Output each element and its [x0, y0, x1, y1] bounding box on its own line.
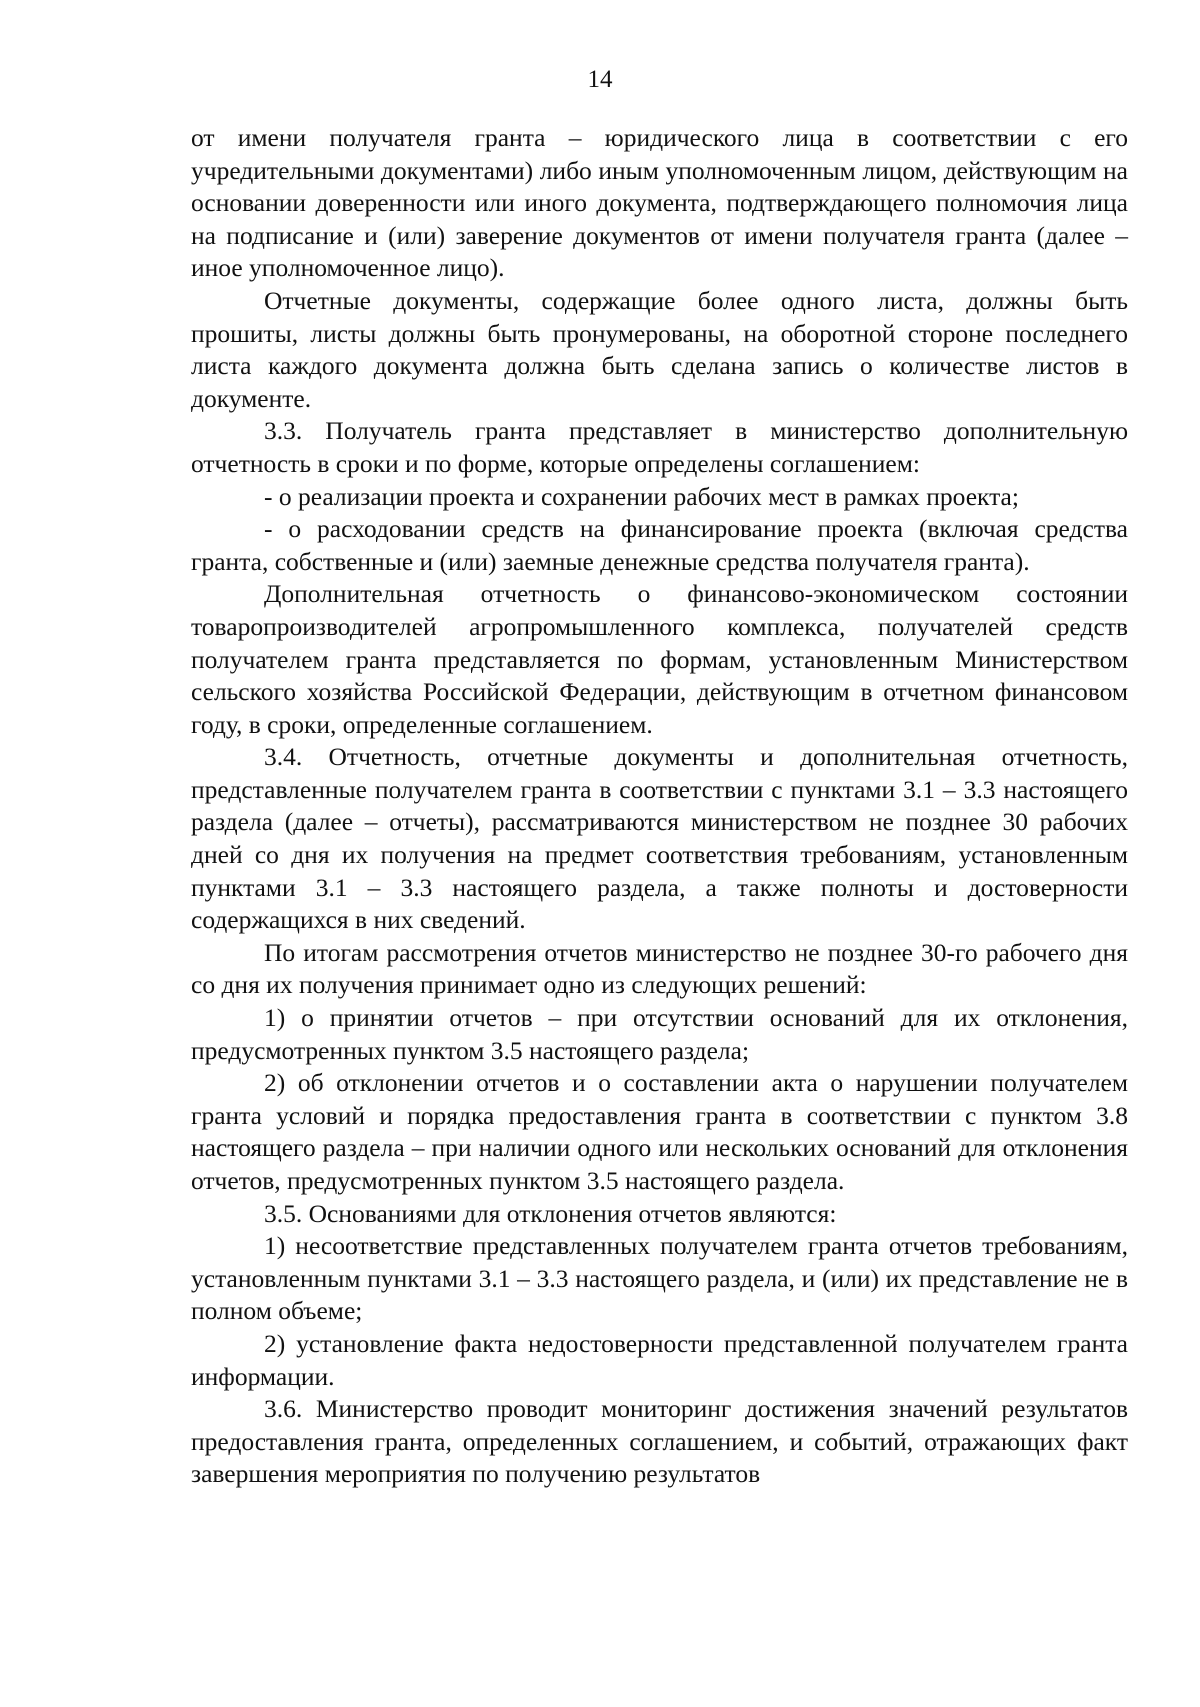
- paragraph-additional-reporting: Дополнительная отчетность о финансово-экономическом состоянии товаропроизводителей агропромышленного комплекса, получателей средств получателем гранта представляется по формам, установленным Министерством сельского хозяйства Российской Федерации, действующим в отчетном финансовом году, в сроки, определенные соглашением.: [191, 579, 1128, 739]
- paragraph-report-documents: Отчетные документы, содержащие более одного листа, должны быть прошиты, листы должны быть пронумерованы, на оборотной стороне последнего листа каждого документа должна быть сделана запись о количестве листов в документе.: [191, 285, 1128, 413]
- list-item-project-implementation: - о реализации проекта и сохранении рабочих мест в рамках проекта;: [264, 481, 1019, 511]
- list-item-decision-reject: 2) об отклонении отчетов и о составлении акта о нарушении получателем гранта условий и порядка предоставления гранта в соответствии с пунктом 3.8 настоящего раздела – при наличии одного или нескольких оснований для отклонения отчетов, предусмотренных пунктом 3.5 настоящего раздела.: [191, 1068, 1128, 1195]
- list-item-decision-accept: 1) о принятии отчетов – при отсутствии оснований для их отклонения, предусмотренных пунктом 3.5 настоящего раздела;: [191, 1003, 1128, 1065]
- paragraph-continuation: от имени получателя гранта – юридического лица в соответствии с его учредительными документами) либо иным уполномоченным лицом, действующим на основании доверенности или иного документа, подтверждающего полномочия лица на подписание и (или) заверение документов от имени получателя гранта (далее – иное уполномоченное лицо).: [191, 123, 1128, 283]
- paragraph-3-3: 3.3. Получатель гранта представляет в министерство дополнительную отчетность в сроки и по форме, которые определены соглашением:: [191, 416, 1128, 478]
- paragraph-review-results: По итогам рассмотрения отчетов министерство не позднее 30-го рабочего дня со дня их получения принимает одно из следующих решений:: [191, 937, 1128, 1000]
- list-item-spending: - о расходовании средств на финансирование проекта (включая средства гранта, собственные и (или) заемные денежные средства получателя гранта).: [191, 514, 1128, 576]
- list-item-reason-noncompliance: 1) несоответствие представленных получателем гранта отчетов требованиям, установленным пунктами 3.1 – 3.3 настоящего раздела, и (или) их представление не в полном объеме;: [191, 1231, 1128, 1326]
- paragraph-3-5: 3.5. Основаниями для отклонения отчетов являются:: [264, 1198, 837, 1228]
- paragraph-3-4: 3.4. Отчетность, отчетные документы и дополнительная отчетность, представленные получателем гранта в соответствии с пунктами 3.1 – 3.3 настоящего раздела (далее – отчеты), рассматриваются министерством не позднее 30 рабочих дней со дня их получения на предмет соответствия требованиям, установленным пунктами 3.1 – 3.3 настоящего раздела, а также полноты и достоверности содержащихся в них сведений.: [191, 742, 1128, 935]
- page-number: 14: [587, 66, 613, 93]
- paragraph-3-6: 3.6. Министерство проводит мониторинг достижения значений результатов предоставления гранта, определенных соглашением, и событий, отражающих факт завершения мероприятия по получению результатов: [191, 1394, 1128, 1489]
- list-item-reason-inaccuracy: 2) установление факта недостоверности представленной получателем гранта информации.: [191, 1328, 1128, 1391]
- document-body: [191, 122, 1128, 1491]
